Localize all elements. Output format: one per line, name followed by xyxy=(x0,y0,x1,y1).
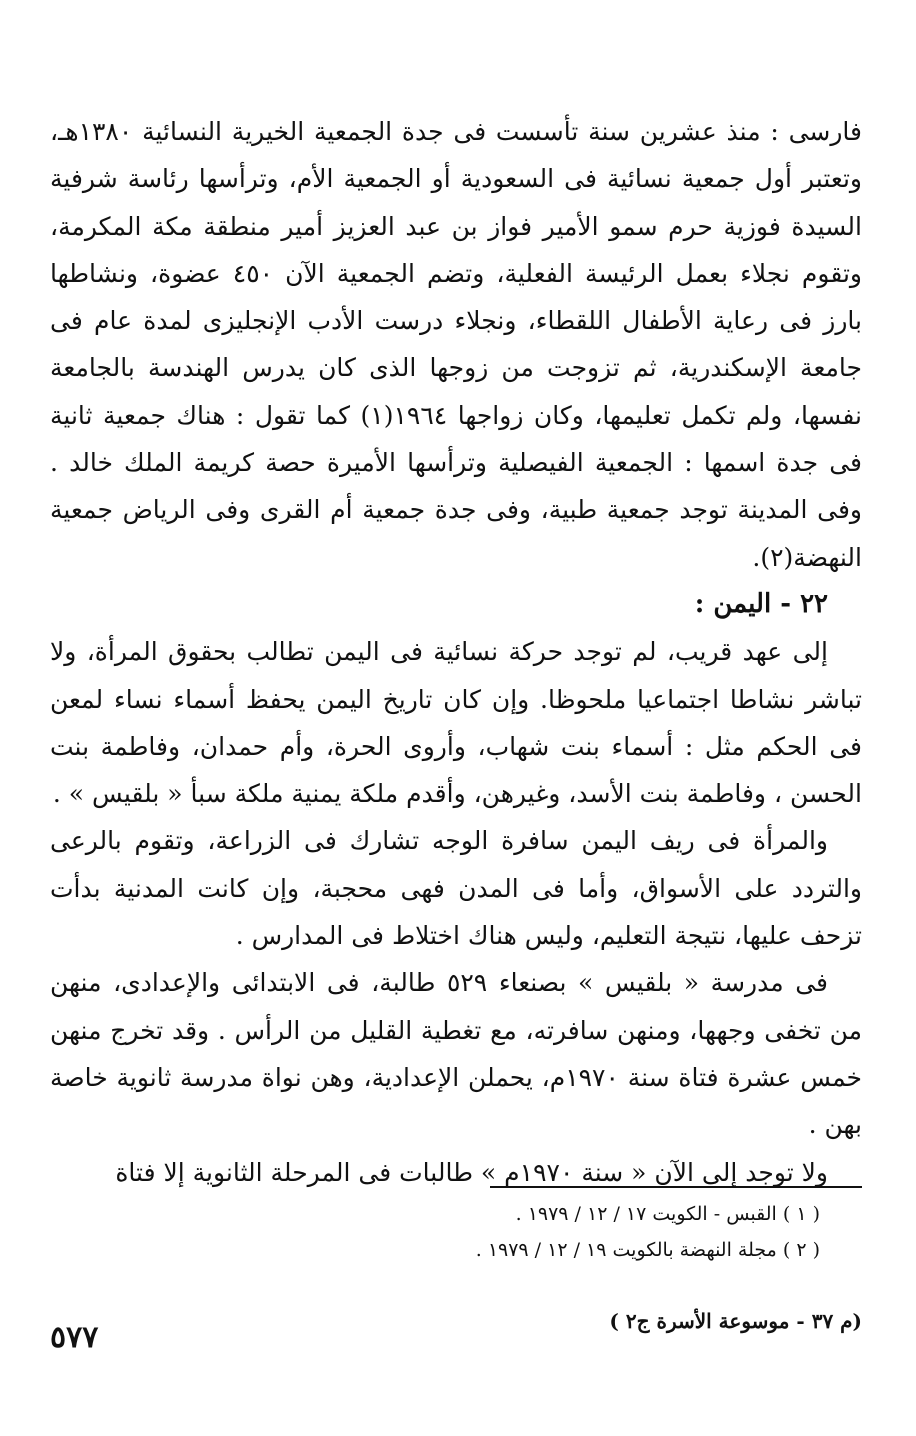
paragraph-3: والمرأة فى ريف اليمن سافرة الوجه تشارك فى الزراعة، وتقوم بالرعى والتردد على الأسواق، وأما فى المدن فهى محجبة، وإن كانت المدنية بدأت تزحف عليها، نتيجة التعليم، وليس هناك اختلاط فى المدارس . xyxy=(50,826,862,951)
main-text-block xyxy=(50,108,862,1196)
signature-mark: (م ٣٧ - موسوعة الأسرة ج٢ ) xyxy=(609,1309,862,1333)
section-heading-yemen: ٢٢ - اليمن : xyxy=(694,588,828,619)
footnotes xyxy=(60,1196,820,1268)
paragraph-1: فارسى : منذ عشرين سنة تأسست فى جدة الجمعية الخيرية النسائية ١٣٨٠هـ، وتعتبر أول جمعية نسائية فى السعودية أو الجمعية الأم، وترأسها رئاسة شرفية السيدة فوزية حرم سمو الأمير فواز بن عبد العزيز أمير منطقة مكة المكرمة، وتقوم نجلاء بعمل الرئيسة الفعلية، وتضم الجمعية الآن ٤٥٠ عضوة، ونشاطها بارز فى رعاية الأطفال اللقطاء، ونجلاء درست الأدب الإنجليزى لمدة عام فى جامعة الإسكندرية، ثم تزوجت من زوجها الذى كان يدرس الهندسة بالجامعة نفسها، ولم تكمل تعليمها، وكان زواجها ١٩٦٤(١) كما تقول : هناك جمعية ثانية فى جدة اسمها : الجمعية الفيصلية وترأسها الأميرة حصة كريمة الملك خالد . وفى المدينة توجد جمعية طبية، وفى جدة جمعية أم القرى وفى الرياض جمعية النهضة(٢). xyxy=(50,117,862,572)
footnote-2: ( ٢ ) مجلة النهضة بالكويت ١٩ / ١٢ / ١٩٧٩ . xyxy=(475,1239,820,1261)
paragraph-5: ولا توجد إلى الآن « سنة ١٩٧٠م » طالبات فى المرحلة الثانوية إلا فتاة xyxy=(115,1157,828,1187)
paragraph-4: فى مدرسة « بلقيس » بصنعاء ٥٢٩ طالبة، فى الابتدائى والإعدادى، منهن من تخفى وجهها، ومنهن سافرته، مع تغطية القليل من الرأس . وقد تخرج منهن خمس عشرة فتاة سنة ١٩٧٠م، يحملن الإعدادية، وهن نواة مدرسة ثانوية خاصة بهن . xyxy=(50,968,862,1140)
footnote-1: ( ١ ) القبس - الكويت ١٧ / ١٢ / ١٩٧٩ . xyxy=(515,1203,820,1225)
paragraph-2: إلى عهد قريب، لم توجد حركة نسائية فى اليمن تطالب بحقوق المرأة، ولا تباشر نشاطا اجتماعيا ملحوظا. وإن كان تاريخ اليمن يحفظ أسماء نساء لمعن فى الحكم مثل : أسماء بنت شهاب، وأروى الحرة، وأم حمدان، وفاطمة بنت الحسن ، وفاطمة بنت الأسد، وغيرهن، وأقدم ملكة يمنية ملكة سبأ « بلقيس » . xyxy=(50,637,862,809)
page-number: ٥٧٧ xyxy=(50,1320,99,1355)
footnote-divider xyxy=(490,1186,862,1188)
